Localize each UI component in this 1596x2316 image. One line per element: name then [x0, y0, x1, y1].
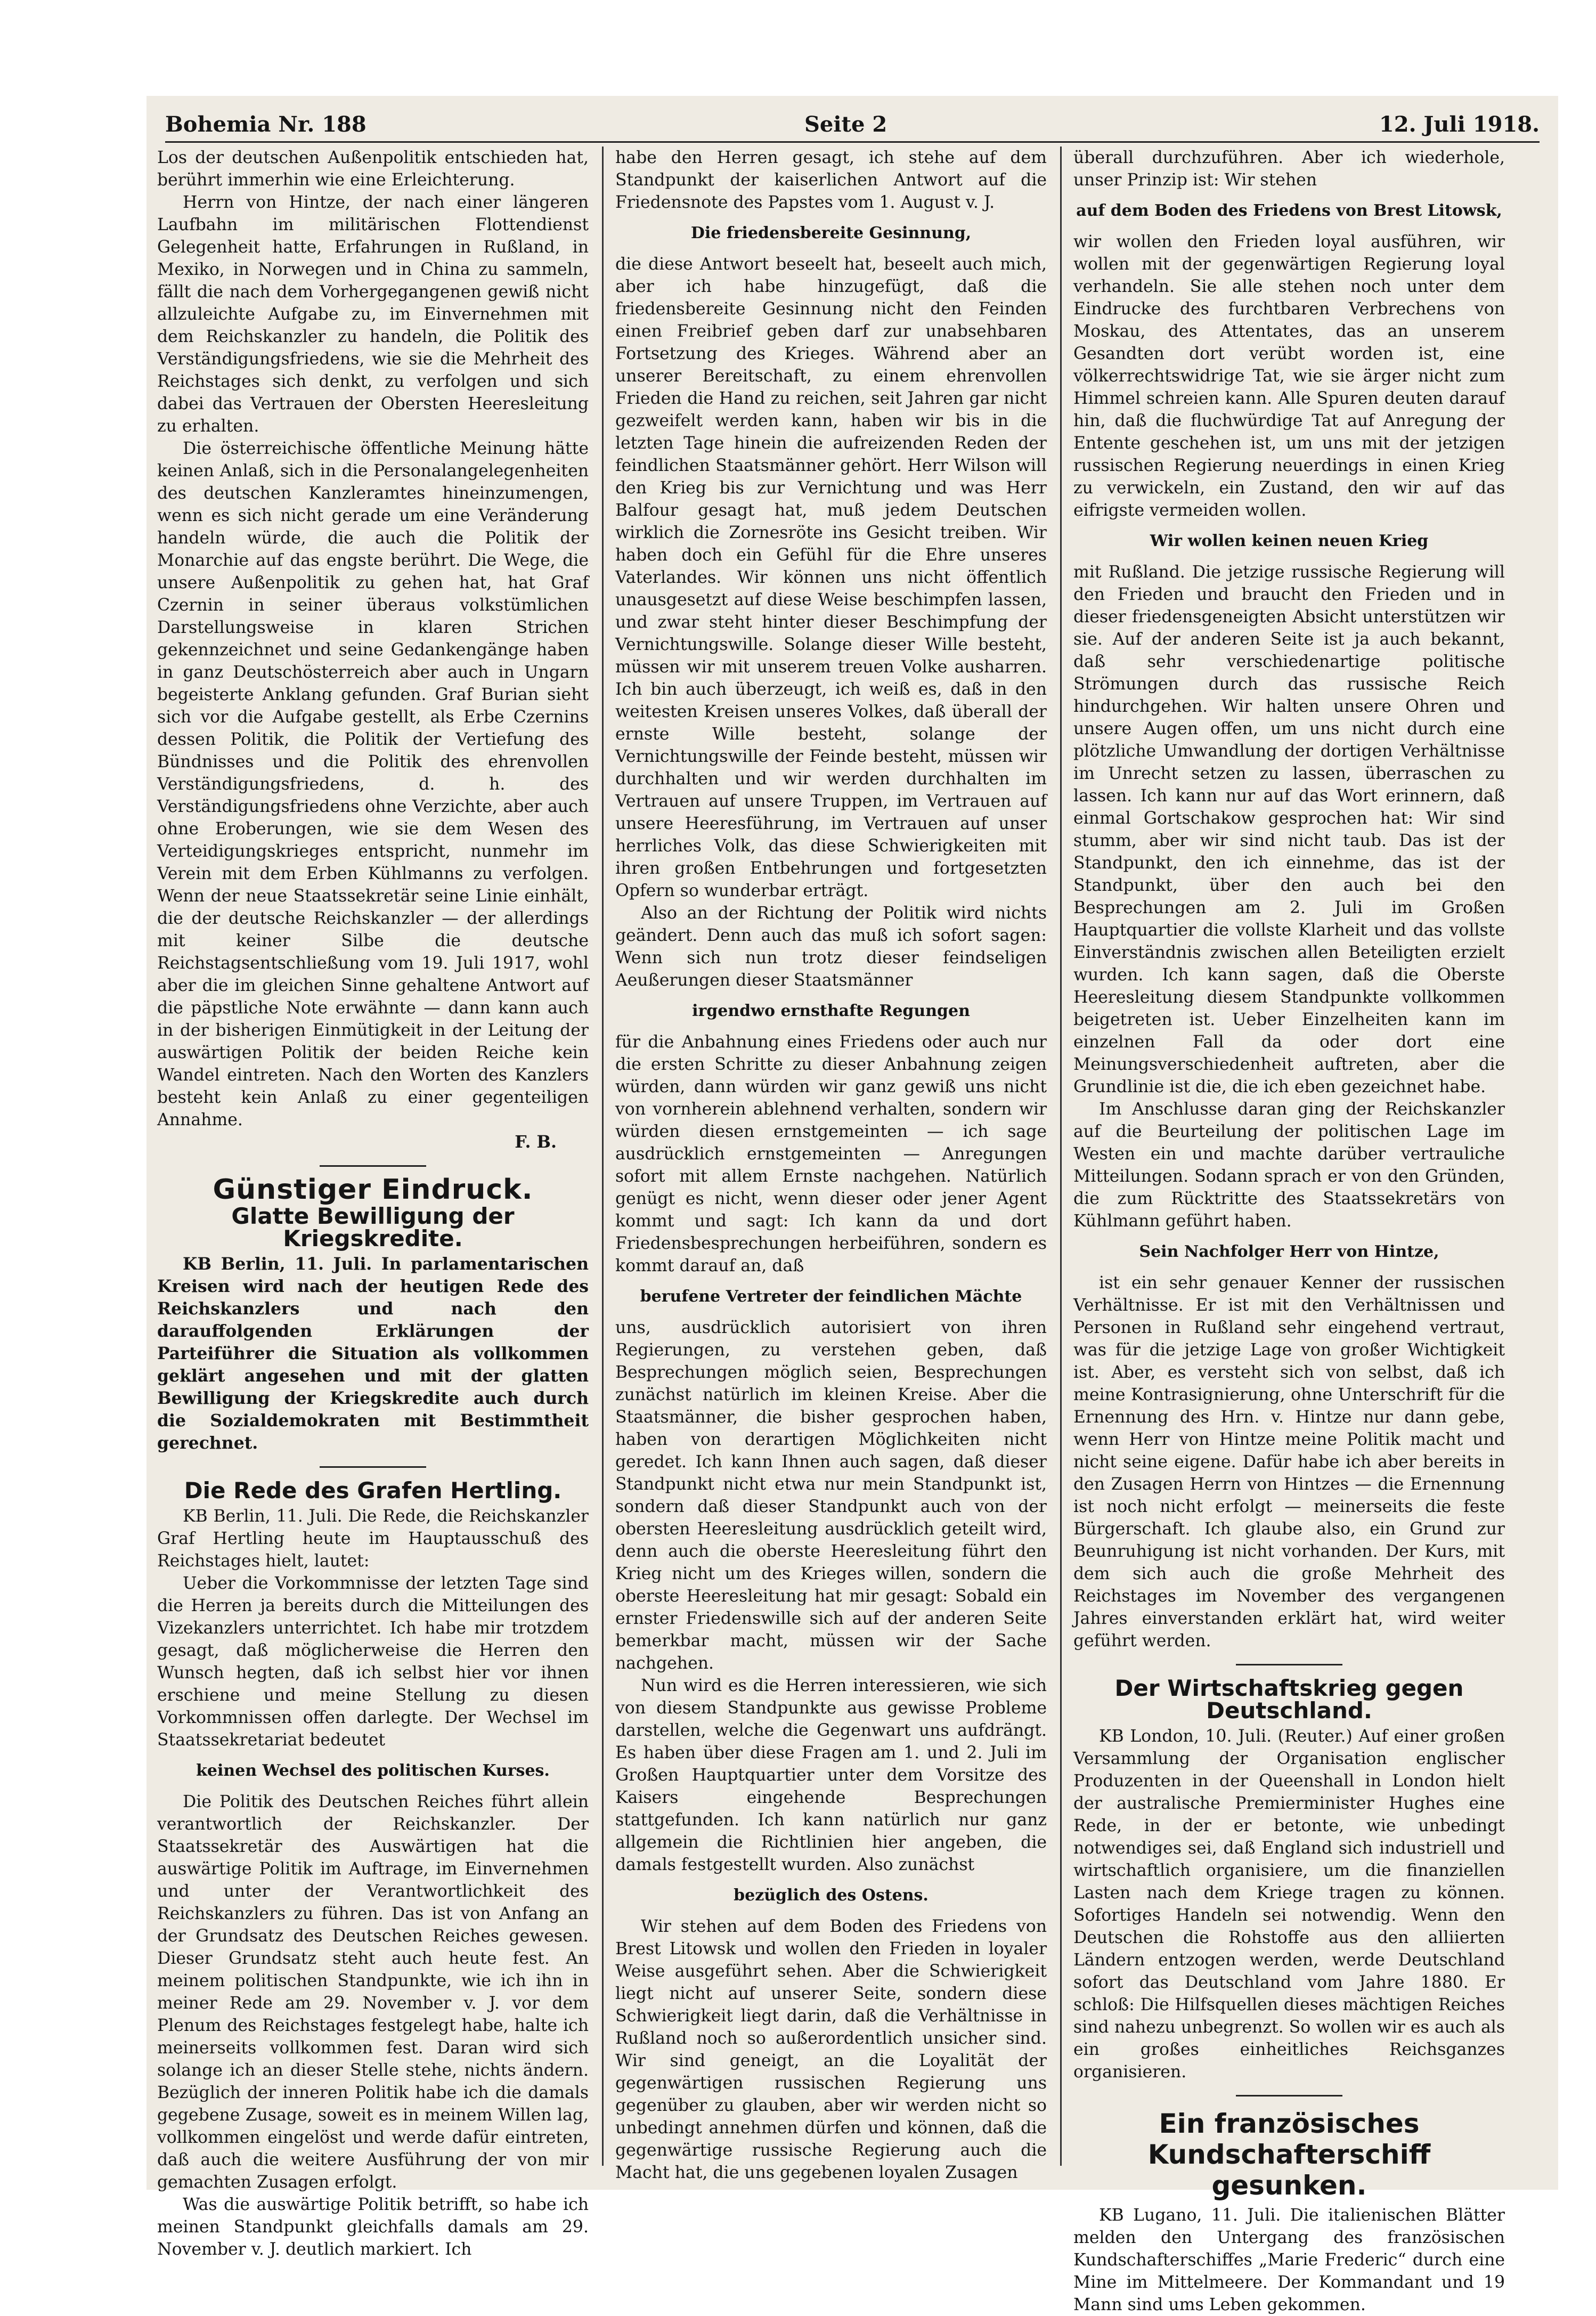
- paragraph: Was die auswärtige Politik betrifft, so habe ich meinen Standpunkt gleichfalls damals am 29. November v. J. deutlich markiert. Ich: [157, 2195, 589, 2259]
- paragraph: Die Politik des Deutschen Reiches führt allein verantwortlich der Reichskanzler. Der Staatssekretär des Auswärtigen hat die auswärtige Politik im Auftrage, im Einvernehmen und unter der Verantwortlichkeit des Reichskanzlers zu führen. Das ist von Anfang an der Grundsatz des Deutschen Reiches gewesen. Dieser Grundsatz steht auch heute fest. An meinem politischen Standpunkte, wie ich ihn in meiner Rede am 29. November v. J. vor dem Plenum des Reichstages festgelegt habe, halte ich meinerseits vollkommen fest. Daran wird sich solange ich an dieser Stelle stehe, nichts ändern. Bezüglich der inneren Politik habe ich die damals gegebene Zusage, soweit es in meinem Willen lag, vollkommen eingelöst und werde dafür eintreten, daß auch die weitere Ausführung der von mir gemachten Zusagen erfolgt.: [157, 1792, 589, 2192]
- header-page-number: Seite 2: [804, 112, 887, 137]
- column-divider: [602, 147, 604, 2166]
- section-subhead: bezüglich des Ostens.: [734, 1886, 929, 1905]
- paragraph: habe den Herren gesagt, ich stehe auf dem Standpunkt der kaiserlichen Antwort auf die Friedensnote des Papstes vom 1. August v. J.: [615, 148, 1047, 212]
- paragraph: KB Berlin, 11. Juli. In parlamentarischen Kreisen wird nach der heutigen Rede des Reichskanzlers und nach den darauffolgenden Erklärungen der Parteiführer die Situation als vollkommen geklärt angesehen und mit der glatten Bewilligung der Kriegskredite auch durch die Sozialdemokraten mit Bestimmtheit gerechnet.: [157, 1254, 589, 1453]
- paragraph: KB Berlin, 11. Juli. Die Rede, die Reichskanzler Graf Hertling heute im Hauptausschuß des Reichstages hielt, lautet:: [157, 1507, 589, 1571]
- paragraph: Im Anschlusse daran ging der Reichskanzler auf die Beurteilung der politischen Lage im Westen ein und machte darüber vertrauliche Mitteilungen. Sodann sprach er von den Gründen, die zum Rücktritte des Staatssekretärs von Kühlmann geführt haben.: [1073, 1100, 1505, 1231]
- header-rule: [165, 141, 1540, 143]
- paragraph: Herrn von Hintze, der nach einer längeren Laufbahn im militärischen Flottendienst Gelegenheit hatte, Erfahrungen in Rußland, in Mexiko, in Norwegen und in China zu sammeln, fällt die nach dem Vorhergegangenen gewiß nicht allzuleichte Aufgabe zu, im Einvernehmen mit dem Reichskanzler zu handeln, die Politik des Verständigungsfriedens, wie sie die Mehrheit des Reichstages sich denkt, zu verfolgen und sich dabei das Vertrauen der Obersten Heeresleitung zu erhalten.: [157, 193, 589, 436]
- section-subhead: berufene Vertreter der feindlichen Mächte: [640, 1287, 1022, 1306]
- divider: [1236, 2095, 1342, 2096]
- paragraph: die diese Antwort beseelt hat, beseelt auch mich, aber ich habe hinzugefügt, daß die friedensbereite Gesinnung nicht den Feinden einen Freibrief geben darf zur unabsehbaren Fortsetzung des Krieges. Während aber an unserer Bereitschaft, zu einem ehrenvollen Frieden die Hand zu reichen, seit Jahren gar nicht gezweifelt werden kann, haben wir bis in die letzten Tage hinein die aufreizenden Reden der feindlichen Staatsmänner gehört. Herr Wilson will den Krieg bis zur Vernichtung und was Herr Balfour gesagt hat, muß jedem Deutschen wirklich die Zornesröte ins Gesicht treiben. Wir haben doch ein Gefühl für die Ehre unseres Vaterlandes. Wir können uns nicht öffentlich unausgesetzt auf diese Weise beschimpfen lassen, und zwar steht hinter dieser Beschimpfung der Vernichtungswille. Solange dieser Wille besteht, müssen wir mit unserem treuen Volke ausharren. Ich bin auch überzeugt, ich weiß es, daß in den weitesten Kreisen unseres Volkes, daß überall der ernste Wille besteht, solange der Vernichtungswille der Feinde besteht, müssen wir durchhalten und wir werden durchhalten im Vertrauen auf unsere Truppen, im Vertrauen auf unsere Heeresführung, im Vertrauen auf unser herrliches Volk, das diese Schwierigkeiten mit ihren großen Entbehrungen und fortgesetzten Opfern so wunderbar erträgt.: [615, 255, 1047, 900]
- paragraph: ist ein sehr genauer Kenner der russischen Verhältnisse. Er ist mit den Verhältnissen und Personen in Rußland sehr eingehend vertraut, was für die jetzige Lage von großer Wichtigkeit ist. Aber, es versteht sich von selbst, daß ich meine Kontrasignierung, ohne Unterschrift für die Ernennung des Hrn. v. Hintze nur dann gebe, wenn Herr von Hintze meine Politik macht und nicht seine eigene. Dafür habe ich aber bereits in den Zusagen Herrn von Hintzes — die Ernennung ist noch nicht erfolgt — meinerseits die feste Bürgerschaft. Ich glaube also, ein Grund zur Beunruhigung ist nicht vorhanden. Der Kurs, mit dem sich auch die große Mehrheit des Reichstages im November des vergangenen Jahres einverstanden erklärt hat, wird weiter geführt werden.: [1073, 1273, 1505, 1651]
- paragraph: uns, ausdrücklich autorisiert von ihren Regierungen, zu verstehen geben, daß Besprechungen möglich seien, Besprechungen zunächst natürlich im kleinen Kreise. Aber die Staatsmänner, die bisher gesprochen haben, haben von derartigen Möglichkeiten nicht geredet. Ich kann Ihnen auch sagen, daß dieser Standpunkt nicht etwa nur mein Standpunkt ist, sondern daß dieser Standpunkt auch von der obersten Heeresleitung ausdrücklich geteilt wird, denn auch die oberste Heeresleitung führt den Krieg nicht um des Krieges willen, sondern die oberste Heeresleitung hat mir gesagt: Sobald ein ernster Friedenswille sich auf der anderen Seite bemerkbar macht, müssen wir der Sache nachgehen.: [615, 1318, 1047, 1673]
- paragraph: Die österreichische öffentliche Meinung hätte keinen Anlaß, sich in die Personalangelegenheiten des deutschen Kanzleramtes hineinzumengen, wenn es sich nicht gerade um eine Veränderung handeln würde, die auch die Politik der Monarchie auf das engste berührt. Die Wege, die unsere Außenpolitik zu gehen hat, hat Graf Czernin in seiner überaus volkstümlichen Darstellungsweise in klaren Strichen gekennzeichnet und seine Gedankengänge haben in ganz Deutschösterreich aber auch in Ungarn begeisterte Anklang gefunden. Graf Burian sieht sich vor die Aufgabe gestellt, als Erbe Czernins dessen Politik, die Politik der Vertiefung des Bündnisses und die Politik des ehrenvollen Verständigungsfriedens, d. h. des Verständigungsfriedens ohne Verzichte, aber auch ohne Eroberungen, wie sie dem Wesen des Verteidigungskrieges entspricht, nunmehr im Verein mit dem Erben Kühlmanns zu verfolgen. Wenn der neue Staatssekretär seine Linie einhält, die der deutsche Reichskanzler — der allerdings mit keiner Silbe die deutsche Reichstagsentschließung vom 19. Juli 1917, wohl aber die im gleichen Sinne gehaltene Antwort auf die päpstliche Note erwähnte — dann kann auch in der bisherigen Einmütigkeit in der Leitung der auswärtigen Politik der beiden Reiche kein Wandel eintreten. Nach den Worten des Kanzlers besteht kein Anlaß zu einer gegenteiligen Annahme.: [157, 439, 589, 1129]
- column-3: [1073, 147, 1505, 2314]
- divider: [320, 1466, 426, 1468]
- section-subhead: keinen Wechsel des politischen Kurses.: [196, 1761, 550, 1780]
- page-header: [165, 112, 1540, 144]
- paragraph: mit Rußland. Die jetzige russische Regierung will den Frieden und braucht den Frieden und in dieser friedensgeneigten Absicht unterstützen wir sie. Auf der anderen Seite ist ja auch bekannt, daß sehr verschiedenartige politische Strömungen durch das russische Reich hindurchgehen. Wir halten unsere Ohren und unsere Augen offen, um uns nicht durch eine plötzliche Umwandlung der dortigen Verhältnisse im Unrecht setzen zu lassen, überraschen zu lassen. Ich kann nur auf das Wort erinnern, daß einmal Gortschakow gesprochen hat: Wir sind stumm, aber wir sind nicht taub. Das ist der Standpunkt, den ich einnehme, das ist der Standpunkt, über den auch bei den Besprechungen am 2. Juli im Großen Hauptquartier die vollste Klarheit und das vollste Einverständnis zwischen allen Beteiligten erzielt wurden. Ich kann sagen, daß die Oberste Heeresleitung diesem Standpunkte vollkommen beigetreten ist. Ueber Einzelheiten kann im einzelnen Fall da oder dort eine Meinungsverschiedenheit auftreten, aber die Grundlinie ist die, die ich eben gezeichnet habe.: [1073, 563, 1505, 1096]
- column-2: [615, 147, 1047, 2182]
- paragraph: Also an der Richtung der Politik wird nichts geändert. Denn auch das muß ich sofort sagen: Wenn sich nun trotz dieser feindseligen Aeußerungen dieser Staatsmänner: [615, 904, 1047, 990]
- paragraph: überall durchzuführen. Aber ich wiederhole, unser Prinzip ist: Wir stehen: [1073, 148, 1505, 190]
- headline-wirtschaftskrieg: Der Wirtschaftskrieg gegen Deutschland.: [1114, 1675, 1464, 1724]
- section-subhead: auf dem Boden des Friedens von Brest Litowsk,: [1076, 201, 1502, 220]
- headline-rede-hertling: Die Rede des Grafen Hertling.: [184, 1477, 562, 1504]
- header-date: 12. Juli 1918.: [1379, 112, 1540, 137]
- column-divider: [1060, 147, 1062, 2166]
- paragraph: für die Anbahnung eines Friedens oder auch nur die ersten Schritte zu dieser Anbahnung zeigen würden, dann würden wir ganz gewiß uns nicht von vornherein ablehnend verhalten, sondern wir würden diesen ernstgemeinten — ich sage ausdrücklich ernstgemeinten — Anregungen sofort mit allem Ernste nachgehen. Natürlich genügt es nicht, wenn dieser oder jener Agent kommt und sagt: Ich kann da und dort Friedensbesprechungen herbeiführen, sondern es kommt darauf an, daß: [615, 1033, 1047, 1275]
- section-subhead: irgendwo ernsthafte Regungen: [692, 1002, 970, 1020]
- header-issue: Bohemia Nr. 188: [165, 112, 367, 137]
- divider: [1236, 1664, 1342, 1665]
- section-subhead: Wir wollen keinen neuen Krieg: [1150, 532, 1429, 550]
- paragraph: Los der deutschen Außenpolitik entschieden hat, berührt immerhin wie eine Erleichterung.: [157, 148, 589, 190]
- author-signature: F. B.: [515, 1132, 557, 1152]
- subheadline-kriegskredite: Glatte Bewilligung der Kriegskredite.: [231, 1203, 515, 1252]
- paragraph: wir wollen den Frieden loyal ausführen, wir wollen mit der gegenwärtigen Regierung loyal verhandeln. Sie alle stehen noch unter dem Eindrucke des furchtbaren Verbrechens von Moskau, des Attentates, das an unserem Gesandten dort verübt worden ist, eine völkerrechtswidrige Tat, wie sie ärger nicht zum Himmel schreien kann. Alle Spuren deuten darauf hin, daß die fluchwürdige Tat auf Anregung der Entente geschehen ist, um uns mit der jetzigen russischen Regierung neuerdings in einen Krieg zu verwickeln, ein Zustand, den wir auf das eifrigste vermeiden wollen.: [1073, 232, 1505, 520]
- section-subhead: Sein Nachfolger Herr von Hintze,: [1139, 1242, 1439, 1261]
- headline-kundschafterschiff: Ein französisches Kundschafterschiff gesunken.: [1147, 2108, 1431, 2201]
- column-1: [157, 147, 589, 2259]
- paragraph: Wir stehen auf dem Boden des Friedens von Brest Litowsk und wollen den Frieden in loyaler Weise ausgeführt sehen. Aber die Schwierigkeit liegt nicht auf unserer Seite, sondern diese Schwierigkeit liegt darin, daß die Verhältnisse in Rußland noch so außerordentlich unsicher sind. Wir sind geneigt, an die Loyalität der gegenwärtigen russischen Regierung uns gegenüber zu glauben, aber wir werden nicht so unbedingt annehmen dürfen und können, daß die gegenwärtige russische Regierung auch die Macht hat, die uns gegebenen loyalen Zusagen: [615, 1917, 1047, 2182]
- paragraph: Ueber die Vorkommnisse der letzten Tage sind die Herren ja bereits durch die Mitteilungen des Vizekanzlers unterrichtet. Ich habe mir trotzdem gesagt, daß möglicherweise die Herren den Wunsch hegten, daß ich selbst hier vor ihnen erschiene und meine Stellung zu diesen Vorkommnissen offen darlegte. Der Wechsel im Staatssekretariat bedeutet: [157, 1574, 589, 1750]
- paragraph: Nun wird es die Herren interessieren, wie sich von diesem Standpunkte aus gewisse Probleme darstellen, welche die Gegenwart uns aufdrängt. Es haben über diese Fragen am 1. und 2. Juli im Großen Hauptquartier unter dem Vorsitze des Kaisers eingehende Besprechungen stattgefunden. Ich kann natürlich nur ganz allgemein die Richtlinien hier angeben, die damals festgestellt wurden. Also zunächst: [615, 1676, 1047, 1874]
- paragraph: KB Lugano, 11. Juli. Die italienischen Blätter melden den Untergang des französischen Kundschafterschiffes „Marie Frederic“ durch eine Mine im Mittelmeere. Der Kommandant und 19 Mann sind ums Leben gekommen.: [1073, 2206, 1505, 2314]
- divider: [320, 1165, 426, 1167]
- paragraph: KB London, 10. Juli. (Reuter.) Auf einer großen Versammlung der Organisation englischer Produzenten in der Queenshall in London hielt der australische Premierminister Hughes eine Rede, in der er betonte, wie unbedingt notwendiges sei, daß England sich industriell und wirtschaftlich organisiere, um die finanziellen Lasten nach dem Kriege tragen zu können. Sofortiges Handeln sei notwendig. Wenn den Deutschen die Rohstoffe aus den alliierten Ländern entzogen werden, werde Deutschland sofort das Deutschland vom Jahre 1880. Er schloß: Die Hilfsquellen dieses mächtigen Reiches sind nahezu unbegrenzt. So wollen wir es auch als ein großes einheitliches Reichsganzes organisieren.: [1073, 1727, 1505, 2082]
- headline-eindruck: Günstiger Eindruck.: [213, 1174, 533, 1206]
- section-subhead: Die friedensbereite Gesinnung,: [690, 224, 972, 242]
- newspaper-page: [146, 96, 1558, 2314]
